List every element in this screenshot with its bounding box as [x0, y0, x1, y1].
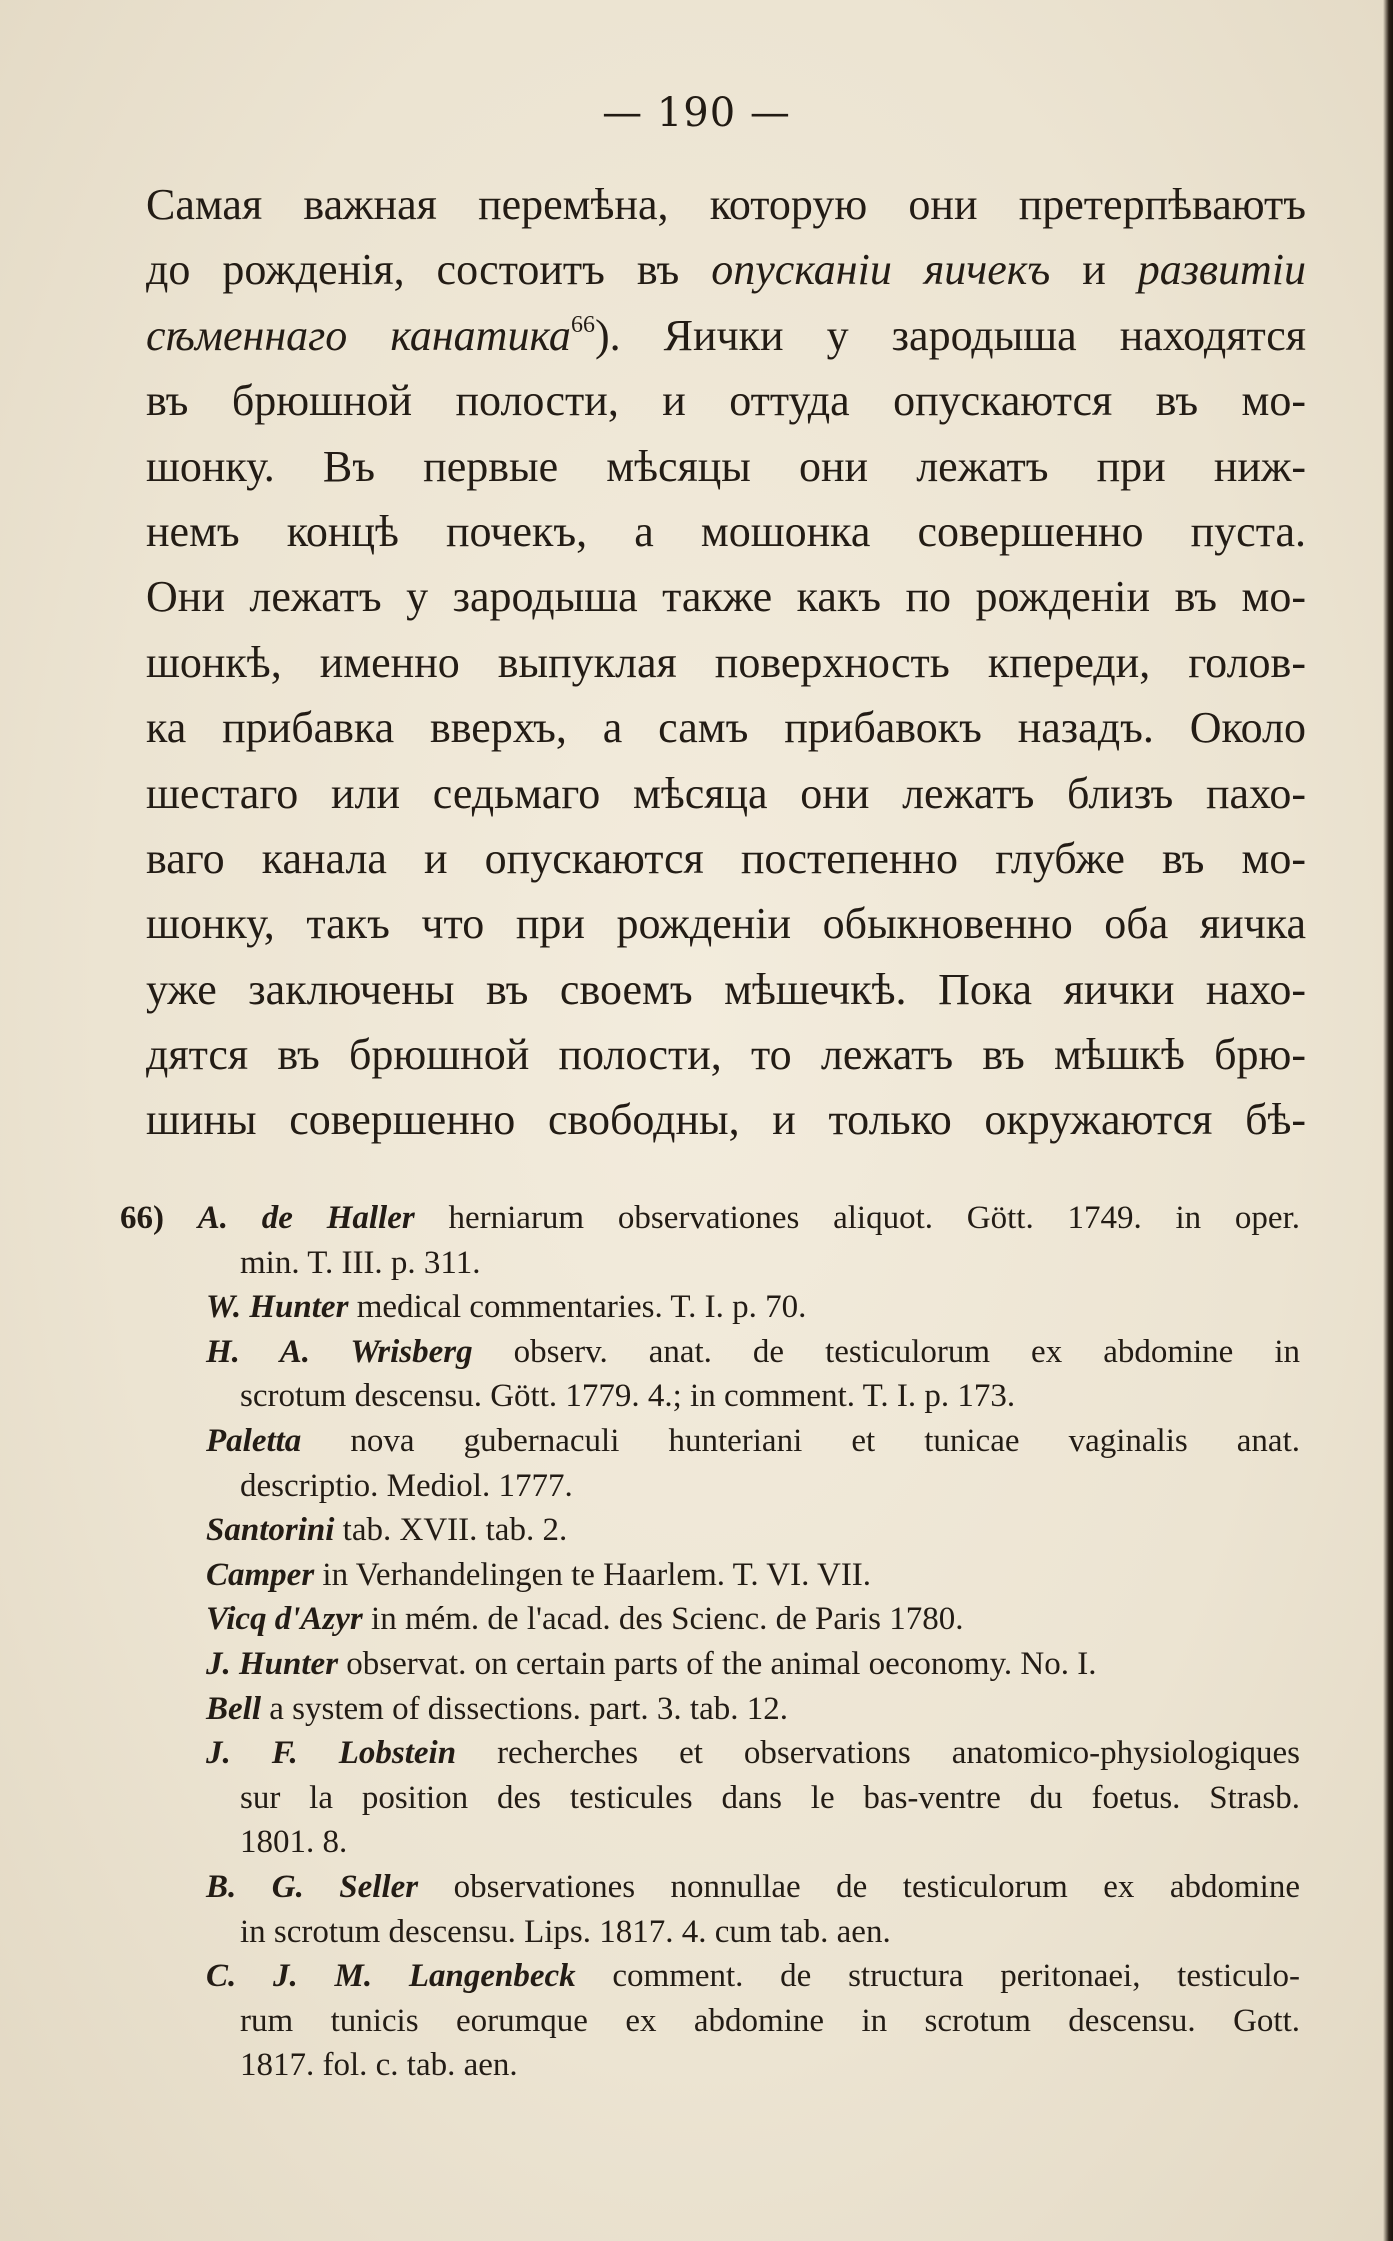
text-run: a system of dissections. part. 3. tab. 12. [261, 1690, 789, 1727]
text-line [146, 695, 1306, 760]
footnote-line [120, 2043, 1300, 2088]
footnote-line [120, 1642, 1300, 1687]
text-run: шонку. Въ первые мѣсяцы они лежатъ при ниж- [146, 441, 1306, 491]
footnote-reference: 66 [570, 311, 595, 338]
text-run: in mém. de l'acad. des Scienc. de Paris 1780. [362, 1601, 964, 1638]
text-run: дятся въ брюшной полости, то лежатъ въ мѣшкѣ брю- [146, 1030, 1306, 1080]
text-run: tab. XVII. tab. 2. [334, 1512, 568, 1549]
text-run: ваго канала и опускаются постепенно глубже въ мо- [146, 833, 1306, 883]
text-line [146, 891, 1306, 956]
text-run: medical commentaries. T. I. p. 70. [348, 1289, 807, 1326]
author-name: Vicq d'Azyr [206, 1601, 363, 1638]
italic-term: опусканіи яичекъ [711, 245, 1051, 295]
text-line [146, 957, 1306, 1022]
text-run: немъ концѣ почекъ, а мошонка совершенно пуста. [146, 506, 1306, 556]
text-line [146, 499, 1306, 564]
text-line [146, 237, 1306, 302]
footnote-line [120, 1999, 1300, 2044]
text-run: до рожденія, состоитъ въ [146, 245, 712, 295]
footnote-line [120, 1731, 1300, 1776]
author-name: Paletta [206, 1422, 302, 1459]
text-run: уже заключены въ своемъ мѣшечкѣ. Пока яички нахо- [146, 964, 1306, 1014]
author-name: Camper [206, 1556, 315, 1593]
text-run: observat. on certain parts of the animal oeconomy. No. I. [338, 1645, 1097, 1682]
footnote-line [120, 1464, 1300, 1509]
text-run: шины совершенно свободны, и только окружаются бѣ- [146, 1095, 1306, 1145]
footnote-line [120, 1508, 1300, 1553]
footnote-line [120, 1330, 1300, 1375]
text-run: recherches et observations anatomico-physiologiques [456, 1735, 1300, 1772]
text-run: 1801. 8. [240, 1824, 348, 1861]
text-run: herniarum observationes aliquot. Gött. 1749. in oper. [414, 1200, 1300, 1236]
footnote-line [120, 1910, 1300, 1955]
text-line [146, 630, 1306, 695]
author-name: C. J. M. Langenbeck [206, 1958, 576, 1995]
author-name: J. Hunter [206, 1645, 339, 1682]
text-line [146, 564, 1306, 629]
text-run: in scrotum descensu. Lips. 1817. 4. cum tab. aen. [240, 1913, 891, 1950]
text-run: observ. anat. de testiculorum ex abdomine in [472, 1333, 1301, 1370]
text-run: Они лежатъ у зародыша также какъ по рожденіи въ мо- [146, 572, 1306, 622]
text-run: sur la position des testicules dans le bas-ventre du foetus. Strasb. [240, 1779, 1300, 1816]
footnote-line [120, 1954, 1300, 1999]
text-line [146, 303, 1306, 368]
footnote-line [120, 1553, 1300, 1598]
footnote-line [120, 1687, 1300, 1732]
text-run: Самая важная перемѣна, которую они претерпѣваютъ [146, 180, 1306, 229]
footnote-line [120, 1865, 1300, 1910]
text-run: 1817. fol. c. tab. aen. [240, 2047, 518, 2084]
text-line [146, 761, 1306, 826]
author-name: B. G. Seller [206, 1868, 419, 1905]
text-line [146, 368, 1306, 433]
text-run: observationes nonnullae de testiculorum ex abdomine [418, 1868, 1300, 1905]
footnote-line [120, 1776, 1300, 1821]
main-text-block [146, 172, 1306, 1153]
page-binding-edge [1383, 0, 1393, 2241]
author-name: J. F. Lobstein [206, 1735, 457, 1772]
text-run: min. T. III. p. 311. [240, 1244, 481, 1281]
text-line [146, 1087, 1306, 1152]
text-run: шонку, такъ что при рожденіи обыкновенно оба яичка [146, 899, 1306, 949]
author-name: Santorini [206, 1512, 335, 1549]
footnote-line [120, 1374, 1300, 1419]
text-run: въ брюшной полости, и оттуда опускаются въ мо- [146, 376, 1306, 426]
text-run: шонкѣ, именно выпуклая поверхность кпереди, голов- [146, 637, 1306, 687]
text-run: descriptio. Mediol. 1777. [240, 1467, 573, 1504]
text-run: rum tunicis eorumque ex abdomine in scrotum descensu. Gott. [240, 2002, 1300, 2039]
italic-term: сѣменнаго канатика [146, 310, 571, 360]
text-run: ). Яички у зародыша находятся [594, 310, 1306, 360]
footnote-line [120, 1597, 1300, 1642]
text-line [146, 1022, 1306, 1087]
italic-term: развитіи [1137, 245, 1306, 295]
text-run: scrotum descensu. Gött. 1779. 4.; in comment. T. I. p. 173. [240, 1378, 1016, 1415]
text-run: и [1050, 245, 1138, 295]
author-name: W. Hunter [206, 1289, 349, 1326]
footnote-line [120, 1241, 1300, 1286]
text-line [146, 826, 1306, 891]
footnotes-block [120, 1196, 1300, 2088]
footnote-line [120, 1196, 1300, 1241]
text-run: ка прибавка вверхъ, а самъ прибавокъ назадъ. Около [146, 703, 1306, 753]
text-run: nova gubernaculi hunteriani et tunicae vaginalis anat. [301, 1422, 1300, 1459]
page-number: — 190 — [602, 90, 791, 136]
author-name: H. A. Wrisberg [206, 1333, 473, 1370]
text-run: шестаго или седьмаго мѣсяца они лежатъ близъ пахо- [146, 768, 1306, 818]
author-name: Bell [206, 1690, 261, 1727]
footnote-line [120, 1285, 1300, 1330]
footnote-line [120, 1820, 1300, 1865]
footnote-line [120, 1419, 1300, 1464]
author-name: A. de Haller [197, 1200, 415, 1236]
footnote-number: 66) [120, 1200, 198, 1236]
text-run: in Verhandelingen te Haarlem. T. VI. VII. [314, 1556, 872, 1593]
text-line [146, 434, 1306, 499]
text-line [146, 172, 1306, 237]
text-run: comment. de structura peritonaei, testiculo- [575, 1958, 1300, 1995]
